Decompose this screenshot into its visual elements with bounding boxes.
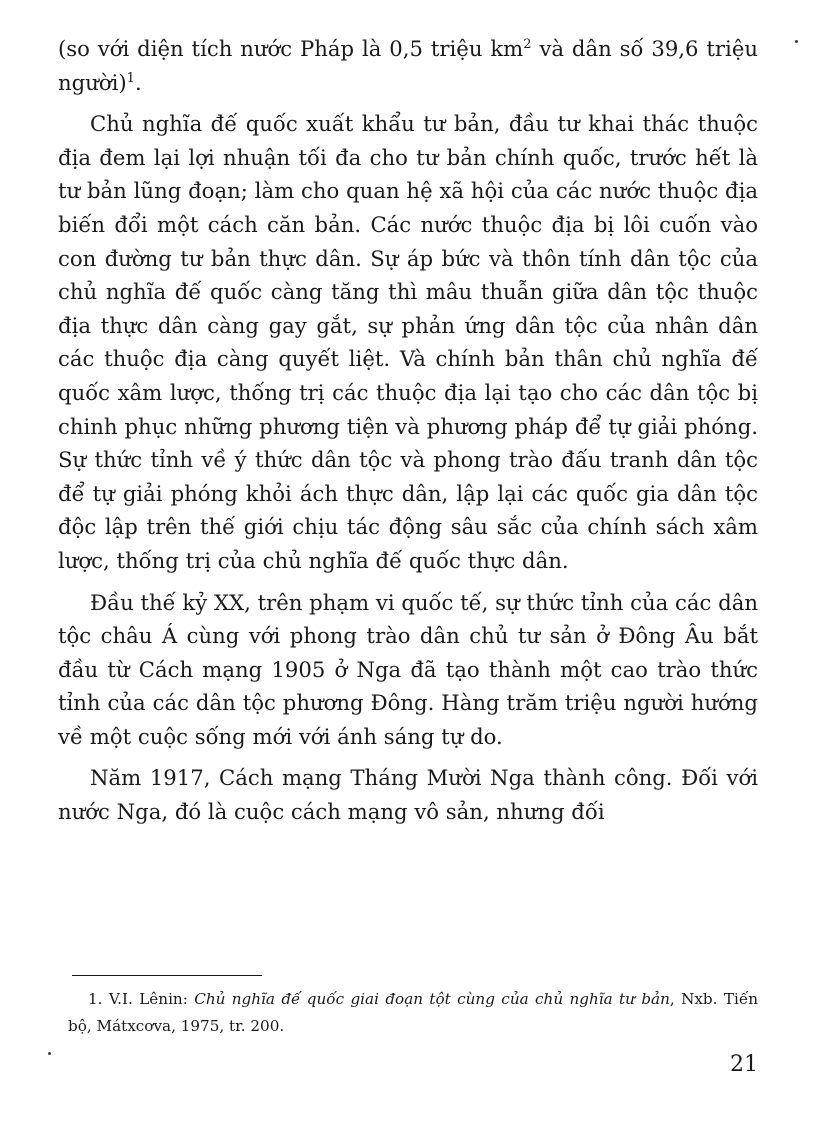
footnote-divider — [72, 975, 262, 976]
footnote — [68, 986, 758, 1040]
paragraph: Đầu thế kỷ XX, trên phạm vi quốc tế, sự thức tỉnh của các dân tộc châu Á cùng với phong trào dân chủ tư sản ở Đông Âu bắt đầu từ Cách mạng 1905 ở Nga đã tạo thành một cao trào thức tỉnh của các dân tộc phương Đông. Hàng trăm triệu người hướng về một cuộc sống mới với ánh sáng tự do. — [58, 589, 758, 749]
paragraph-fragment: . — [134, 69, 142, 95]
footnote-book-title: Chủ nghĩa đế quốc giai đoạn tột cùng của chủ nghĩa tư bản — [194, 990, 670, 1008]
page-number: 21 — [730, 1052, 758, 1077]
paragraph-fragment: và dân số 39,6 triệu người) — [58, 36, 759, 95]
paragraph-fragment: (so với diện tích nước Pháp là 0,5 triệu km — [58, 36, 524, 61]
superscript-squared: 2 — [523, 37, 532, 52]
scan-speck — [48, 1052, 51, 1055]
paragraph: Năm 1917, Cách mạng Tháng Mười Nga thành công. Đối với nước Nga, đó là cuộc cách mạng vô sản, nhưng đối — [58, 765, 758, 825]
footnote-citation: , Nxb. Tiến bộ, Mátxcơva, 1975, tr. 200. — [68, 990, 758, 1035]
paragraph-continuation — [58, 32, 758, 99]
footnote-reference: 1 — [126, 70, 135, 86]
body-text — [58, 32, 758, 837]
footnote-marker: 1. V.I. Lênin: — [88, 990, 195, 1008]
scan-speck — [795, 40, 798, 43]
paragraph: Chủ nghĩa đế quốc xuất khẩu tư bản, đầu tư khai thác thuộc địa đem lại lợi nhuận tối đa cho tư bản chính quốc, trước hết là tư bản lũng đoạn; làm cho quan hệ xã hội của các nước thuộc địa biến đổi một cách căn bản. Các nước thuộc địa bị lôi cuốn vào con đường tư bản thực dân. Sự áp bức và thôn tính dân tộc của chủ nghĩa đế quốc càng tăng thì mâu thuẫn giữa dân tộc thuộc địa thực dân càng gay gắt, sự phản ứng dân tộc của nhân dân các thuộc địa càng quyết liệt. Và chính bản thân chủ nghĩa đế quốc xâm lược, thống trị các thuộc địa lại tạo cho các dân tộc bị chinh phục những phương tiện và phương pháp để tự giải phóng. Sự thức tỉnh về ý thức dân tộc và phong trào đấu tranh dân tộc để tự giải phóng khỏi ách thực dân, lập lại các quốc gia dân tộc độc lập trên thế giới chịu tác động sâu sắc của chính sách xâm lược, thống trị của chủ nghĩa đế quốc thực dân. — [58, 111, 758, 573]
